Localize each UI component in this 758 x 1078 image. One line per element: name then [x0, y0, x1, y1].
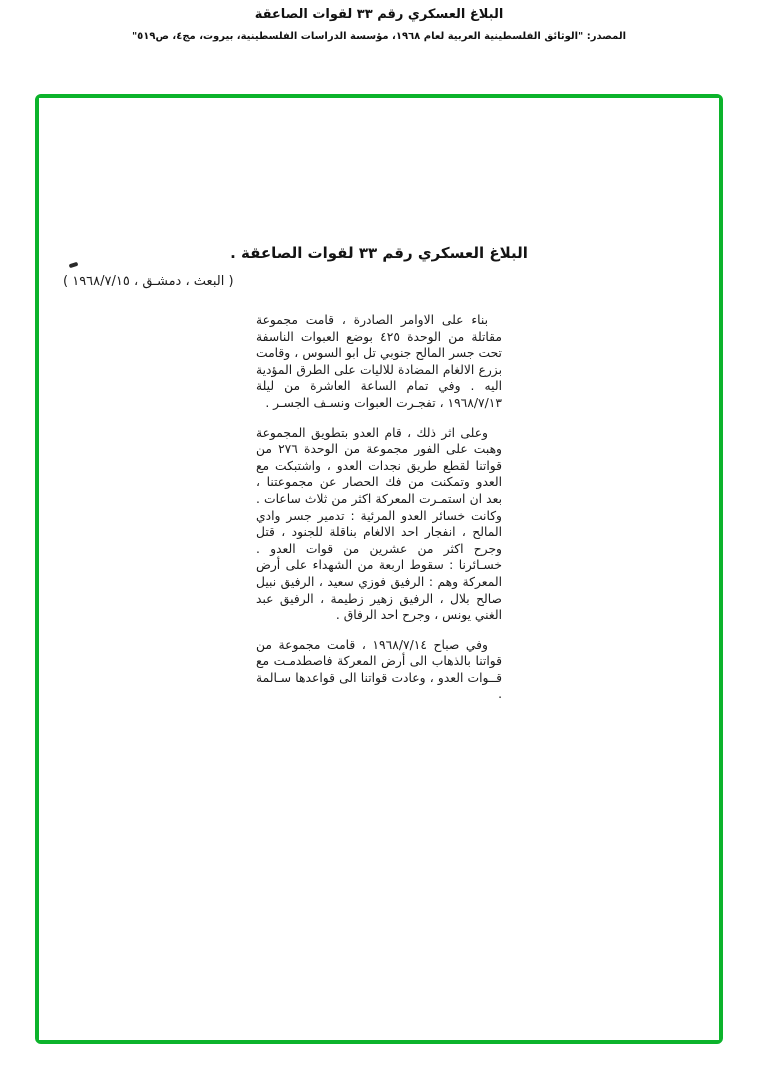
page-header [0, 0, 758, 42]
paragraph: وعلى اثر ذلك ، قام العدو بتطويق المجموعة وهبت على الفور مجموعة من الوحدة ٢٧٦ من قواتنا لقطع طريق نجدات العدو ، واشتبكت مع العدو وتمكنت من فك الحصار عن مجموعتنا ، بعد ان استمـرت المعركة اكثر من ثلاث ساعات . وكانت خسائر العدو المرئية : تدمير جسر وادي المالح ، انفجار احد الالغام بناقلة للجنود ، قتل وجرح اكثر من عشرين من قوات العدو . خسـائرنا : سقوط اربعة من الشهداء على أرض المعركة وهم : الرفيق فوزي سعيد ، الرفيق نبيل صالح بلال ، الرفيق زهير زطيمة ، الرفيق عبد الغني يونس ، وجرح احد الرفاق . [256, 425, 502, 623]
document-body [256, 312, 502, 703]
document-scan-frame [35, 94, 723, 1044]
scan-artifact [69, 262, 79, 269]
page-title: البلاغ العسكري رقم ٣٣ لقوات الصاعقة [254, 7, 504, 22]
document-dateline: ( البعث ، دمشـق ، ١٩٦٨/٧/١٥ ) [63, 274, 234, 289]
scanned-document [39, 98, 719, 1040]
document-title: البلاغ العسكري رقم ٣٣ لقوات الصاعقة . [230, 244, 528, 262]
paragraph: وفي صباح ١٩٦٨/٧/١٤ ، قامت مجموعة من قواتنا بالذهاب الى أرض المعركة فاصطدمـت مع قــوات العدو ، وعادت قواتنا الى قواعدها سـالمة . [256, 637, 502, 702]
source-citation: المصدر: "الوثائق الفلسطينية العربية لعام ١٩٦٨، مؤسسة الدراسات الفلسطينية، بيروت، مج٤، ص٥١٩" [131, 31, 627, 42]
paragraph: بناء على الاوامر الصادرة ، قامت مجموعة مقاتلة من الوحدة ٤٢٥ بوضع العبوات الناسفة تحت جسر المالح جنوبي تل ابو السوس ، وقامت بزرع الالغام المضادة للاليات على الطرق المؤدية اليه . وفي تمام الساعة العاشرة من ليلة ١٩٦٨/٧/١٣ ، تفجـرت العبوات ونسـف الجسـر . [256, 313, 502, 410]
